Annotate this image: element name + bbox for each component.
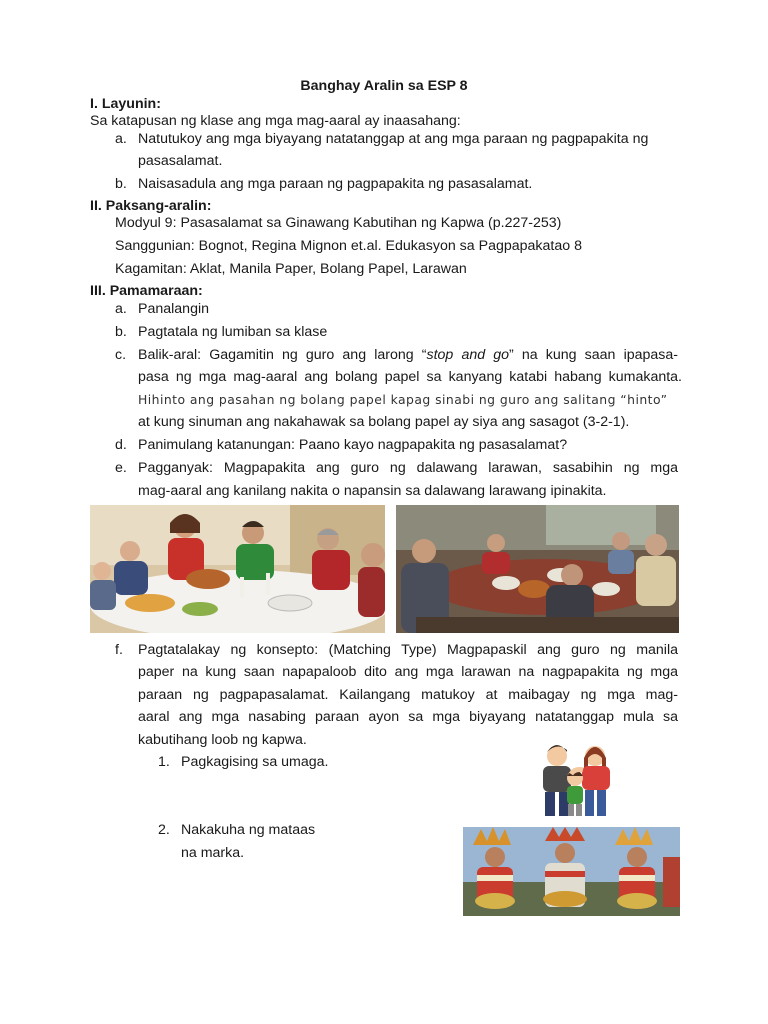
- pamamaraan-f-line3: paraan ng pagpapasalamat. Kailangang matukoy at maibagay ng mga mag-: [138, 687, 678, 703]
- pamamaraan-c-line1: [138, 347, 678, 363]
- pamamaraan-e-line2: mag-aaral ang kanilang nakita o napansin sa dalawang larawang ipinakita.: [138, 483, 607, 499]
- pamamaraan-a-marker: a.: [115, 301, 127, 317]
- paksa-sanggunian: Sanggunian: Bognot, Regina Mignon et.al. Edukasyon sa Pagpapakatao 8: [115, 238, 582, 254]
- pamamaraan-c-line3: Hihinto ang pasahan ng bolang papel kapag sinabi ng guro ang salitang “hinto”: [138, 392, 668, 407]
- pamamaraan-f-line2: paper na kung saan napapaloob dito ang mga larawan na nagpapakita ng mga: [138, 664, 678, 680]
- paksa-modyul: Modyul 9: Pasasalamat sa Ginawang Kabutihan ng Kapwa (p.227-253): [115, 215, 562, 231]
- festival-dancers-photo: [463, 827, 680, 916]
- c-line1-post: ” na kung saan ipapasa-: [509, 347, 678, 363]
- family-dinner-photo: [90, 505, 385, 633]
- family-prayer-photo: [396, 505, 679, 633]
- pamamaraan-f-line1: Pagtatalakay ng konsepto: (Matching Type) Magpapaskil ang guro ng manila: [138, 642, 678, 658]
- pamamaraan-f-marker: f.: [115, 642, 123, 658]
- paksa-kagamitan: Kagamitan: Aklat, Manila Paper, Bolang Papel, Larawan: [115, 261, 467, 277]
- pamamaraan-f-line5: kabutihang loob ng kapwa.: [138, 732, 307, 748]
- pamamaraan-c-line4: at kung sinuman ang nakahawak sa bolang papel ay siya ang sasagot (3-2-1).: [138, 414, 630, 430]
- pamamaraan-c-marker: c.: [115, 347, 127, 363]
- pamamaraan-d-marker: d.: [115, 437, 127, 453]
- c-line1-pre: Balik-aral: Gagamitin ng guro ang larong “: [138, 347, 427, 363]
- layunin-a-marker: a.: [115, 131, 127, 147]
- layunin-b-marker: b.: [115, 176, 127, 192]
- pamamaraan-e-marker: e.: [115, 460, 127, 476]
- layunin-b-text: Naisasadula ang mga paraan ng pagpapakita ng pasasalamat.: [138, 176, 533, 192]
- item-2-line1: Nakakuha ng mataas: [181, 822, 316, 838]
- pamamaraan-b-text: Pagtatala ng lumiban sa klase: [138, 324, 328, 340]
- item-2-marker: 2.: [158, 822, 170, 838]
- family-hug-clipart: [525, 742, 625, 818]
- pamamaraan-d-text: Panimulang katanungan: Paano kayo nagpapakita ng pasasalamat?: [138, 437, 568, 453]
- item-1-marker: 1.: [158, 754, 170, 770]
- section-heading-paksang-aralin: II. Paksang-aralin:: [90, 198, 212, 214]
- pamamaraan-f-line4: aaral ang mga nasabing paraan ayon sa mga biyayang natatanggap mula sa: [138, 709, 678, 725]
- item-1-text: Pagkagising sa umaga.: [181, 754, 329, 770]
- c-line1-italic: stop and go: [426, 347, 510, 363]
- pamamaraan-a-text: Panalangin: [138, 301, 209, 317]
- layunin-intro: Sa katapusan ng klase ang mga mag-aaral ay inaasahang:: [90, 113, 461, 129]
- pamamaraan-e-line1: Pagganyak: Magpapakita ang guro ng dalawang larawan, sasabihin ng mga: [138, 460, 678, 476]
- pamamaraan-b-marker: b.: [115, 324, 127, 340]
- pamamaraan-c-line2: pasa ng mga mag-aaral ang bolang papel sa kanyang katabi habang kumakanta.: [138, 369, 682, 385]
- item-2-line2: na marka.: [181, 845, 245, 861]
- layunin-a-line2: pasasalamat.: [138, 153, 223, 169]
- layunin-a-line1: Natutukoy ang mga biyayang natatanggap at ang mga paraan ng pagpapakita ng: [138, 131, 649, 147]
- section-heading-layunin: I. Layunin:: [90, 96, 161, 112]
- section-heading-pamamaraan: III. Pamamaraan:: [90, 283, 203, 299]
- document-title: Banghay Aralin sa ESP 8: [300, 78, 468, 94]
